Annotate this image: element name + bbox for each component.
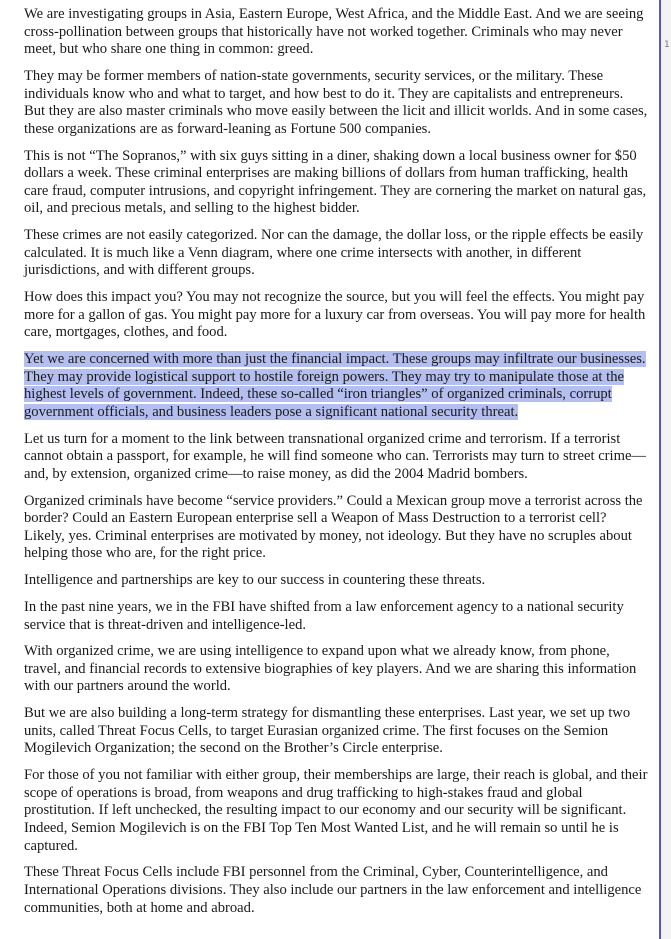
paragraph-5[interactable]: How does this impact you? You may not recognize the source, but you will feel the effects. You might pay more for a gallon of gas. You might pay more for a luxury car from overseas. You will pay more for health care, mortgages, clothes, and food. (24, 289, 646, 341)
paragraph-11[interactable]: With organized crime, we are using intelligence to expand upon what we already know, from phone, travel, and financial records to extensive biographies of key players. And we are sharing this information with our partners around the world. (24, 643, 637, 695)
right-gutter (661, 0, 671, 939)
paragraph-14[interactable]: These Threat Focus Cells include FBI personnel from the Criminal, Cyber, Counterintelligence, and International Operations divisions. They also include our partners in the law enforcement and intelligence communities, both at home and abroad. (24, 864, 642, 916)
paragraph-12[interactable]: But we are also building a long-term strategy for dismantling these enterprises. Last year, we set up two units, called Threat Focus Cells, to target Eurasian organized crime. The first focuses on the Semion Mogilevich Organization; the second on the Brother’s Circle enterprise. (24, 705, 631, 757)
paragraph-9[interactable]: Intelligence and partnerships are key to our success in countering these threats. (24, 572, 486, 589)
gutter-mark: 1 (664, 40, 670, 50)
paragraph-2[interactable]: They may be former members of nation-state governments, security services, or the military. These individuals know who and what to target, and how best to do it. They are capitalists and entrepreneurs. But they are also master criminals who move easily between the licit and illicit worlds. And in some cases, these organizations are as forward-leaning as Fortune 500 companies. (24, 67, 648, 137)
paragraph-7[interactable]: Let us turn for a moment to the link between transnational organized crime and terrorism. If a terrorist cannot obtain a passport, for example, he will find someone who can. Terrorists may turn to street crime—and, by extension, organized crime—to raise money, as did the 2004 Madrid bombers. (24, 430, 647, 482)
paragraph-1[interactable]: We are investigating groups in Asia, Eastern Europe, West Africa, and the Middle East. And we are seeing cross-pollination between groups that historically have not worked together. Criminals who may never meet, but who share one thing in common: greed. (24, 6, 644, 58)
paragraph-6-selected[interactable] (24, 351, 648, 421)
document-body[interactable] (24, 6, 648, 926)
paragraph-13[interactable]: For those of you not familiar with either group, their memberships are large, their reach is global, and their scope of operations is broad, from weapons and drug trafficking to high-stakes fraud and global prostitution. If left unchecked, the resulting impact to our economy and our security will be significant. Indeed, Semion Mogilevich is on the FBI Top Ten Most Wanted List, and he will remain so until he is captured. (24, 767, 648, 854)
paragraph-10[interactable]: In the past nine years, we in the FBI have shifted from a law enforcement agency to a national security service that is threat-driven and intelligence-led. (24, 598, 624, 633)
paragraph-3[interactable]: This is not “The Sopranos,” with six guys sitting in a diner, shaking down a local business owner for $50 dollars a week. These criminal enterprises are making billions of dollars from human trafficking, health care fraud, computer intrusions, and copyright infringement. They are cornering the market on natural gas, oil, and precious metals, and selling to the highest bidder. (24, 147, 647, 217)
paragraph-8[interactable]: Organized criminals have become “service providers.” Could a Mexican group move a terrorist across the border? Could an Eastern European enterprise sell a Weapon of Mass Destruction to a terrorist cell? Likely, yes. Criminal enterprises are motivated by money, not ideology. But they have no scruples about helping those who are, for the right price. (24, 492, 643, 562)
paragraph-4[interactable]: These crimes are not easily categorized. Nor can the damage, the dollar loss, or the ripple effects be easily calculated. It is much like a Venn diagram, where one crime intersects with another, in different jurisdictions, and with different groups. (24, 227, 644, 279)
selected-text[interactable]: Yet we are concerned with more than just the financial impact. These groups may infiltrate our businesses. They may provide logistical support to hostile foreign powers. They may try to manipulate those at the highest levels of government. Indeed, these so-called “iron triangles” of organized criminals, corrupt government officials, and business leaders pose a significant national security threat. (24, 351, 646, 420)
